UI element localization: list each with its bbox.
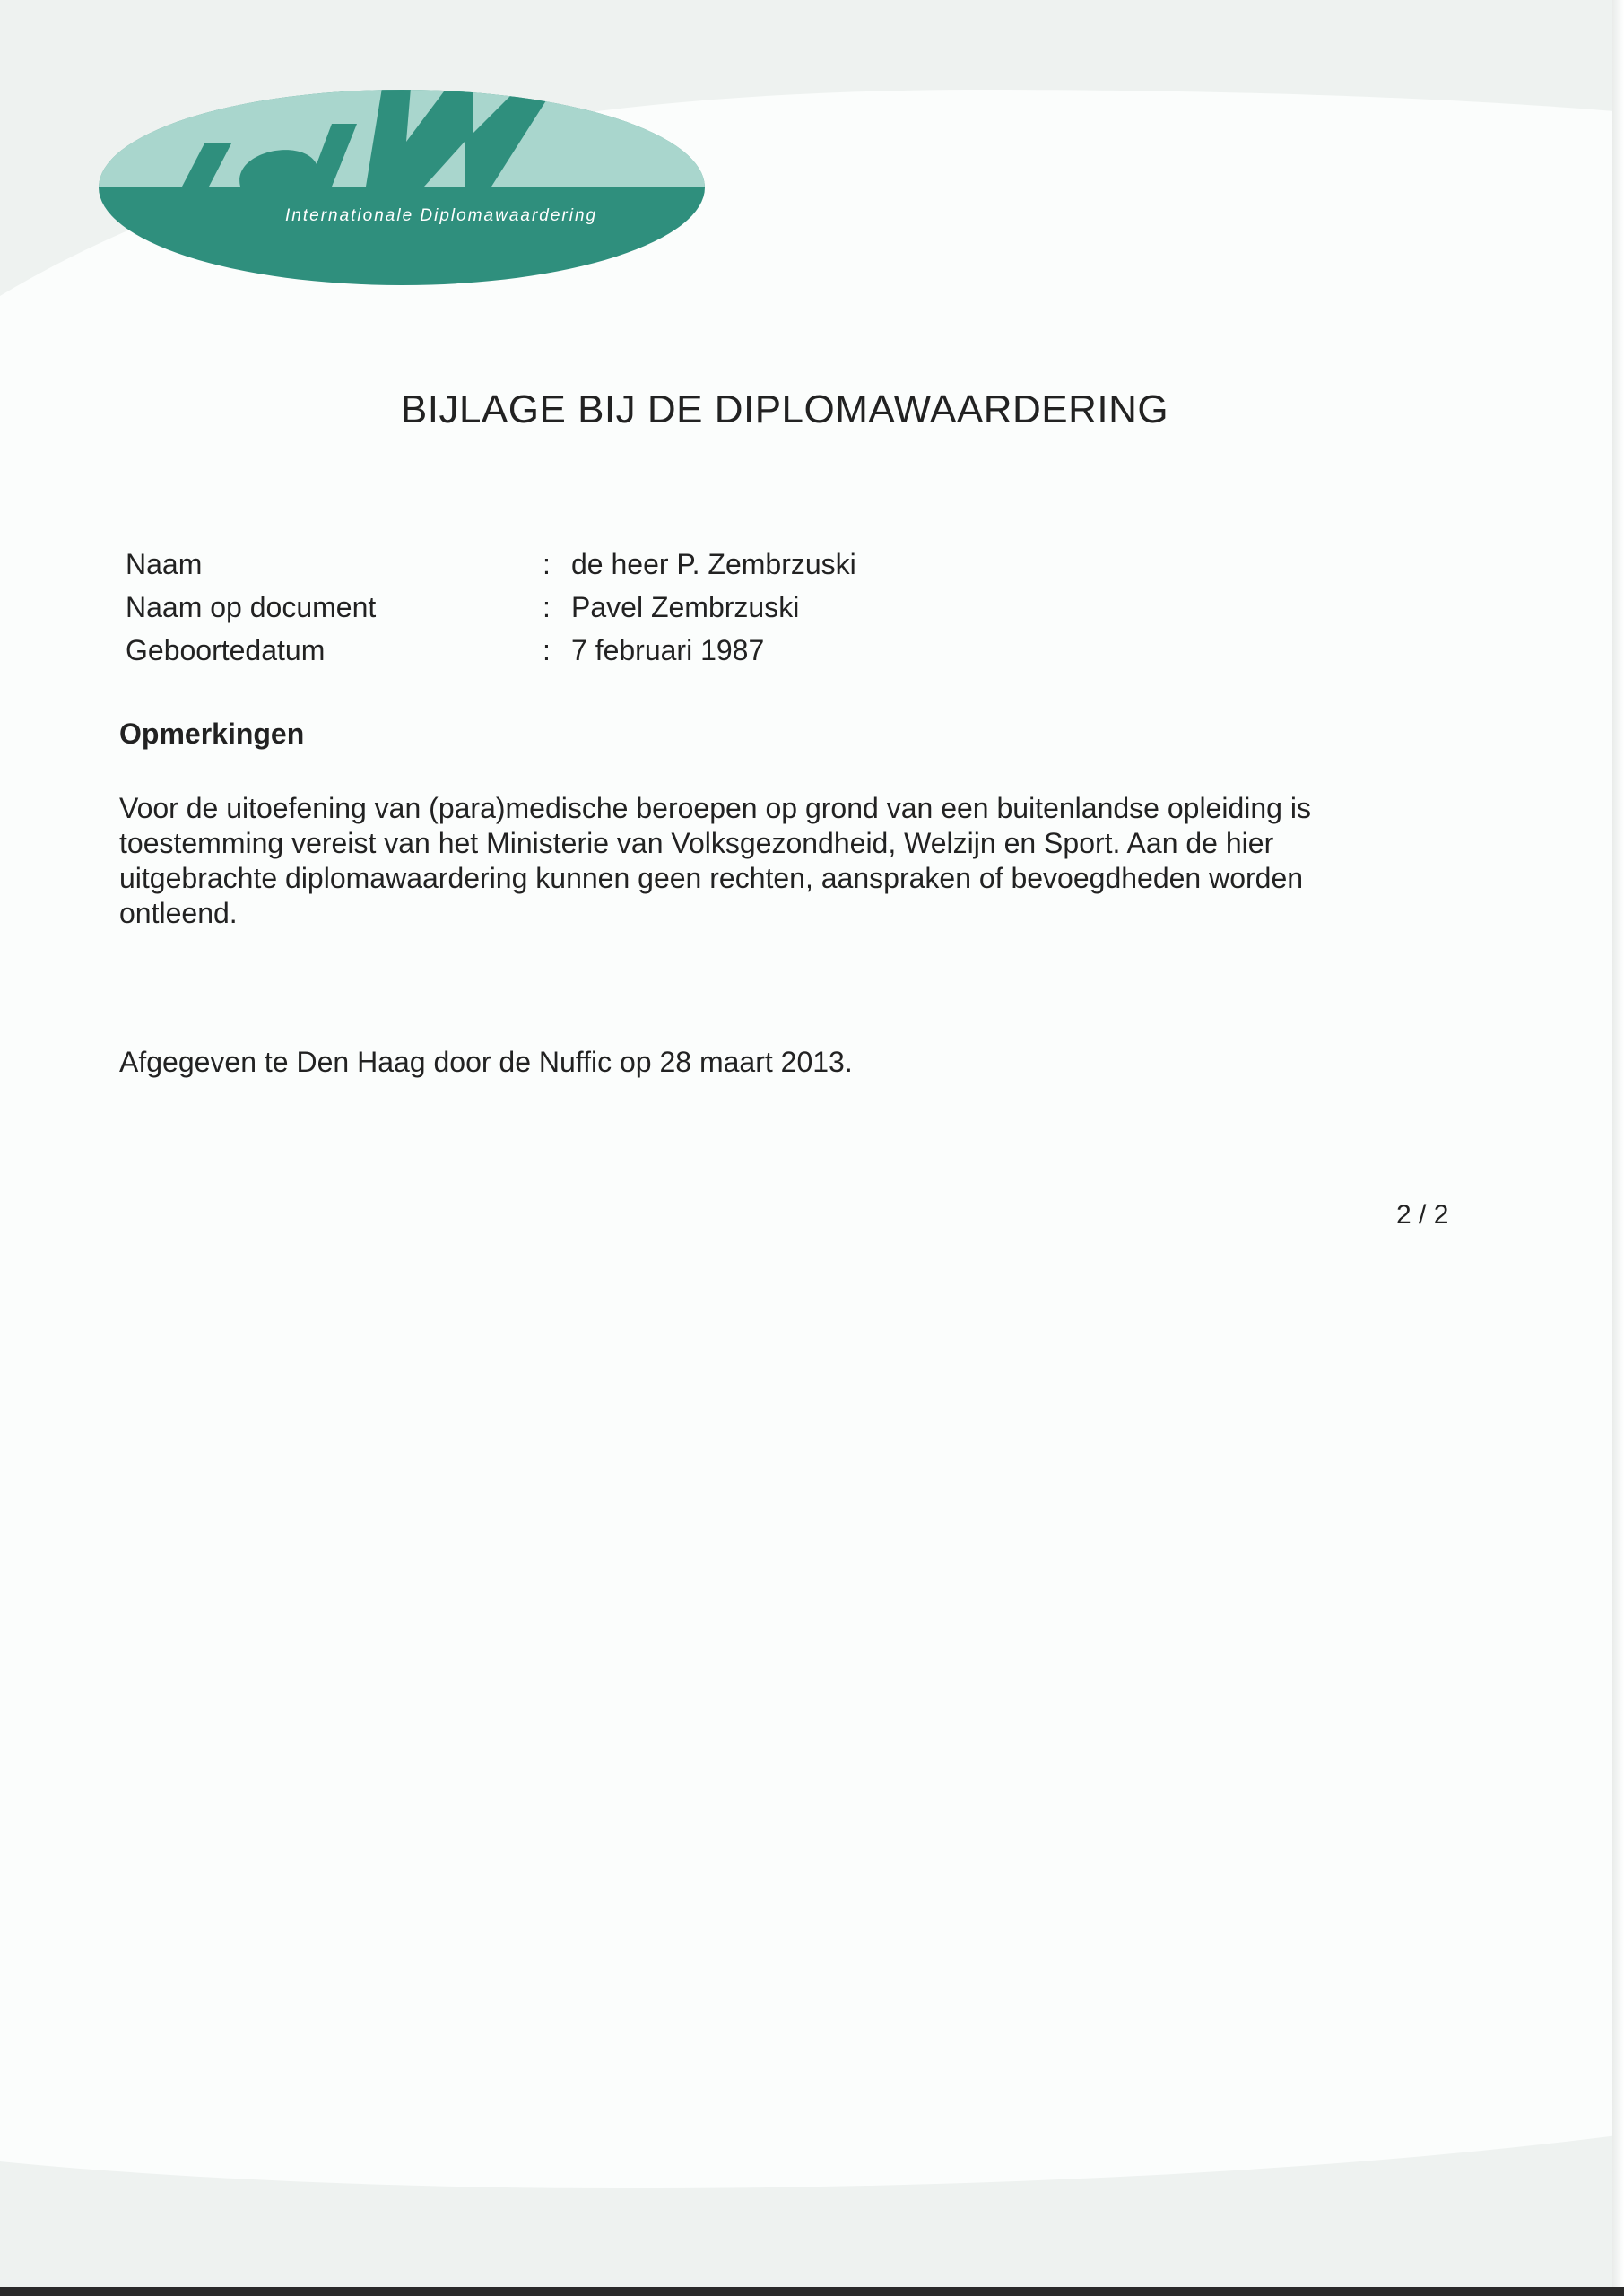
field-value: de heer P. Zembrzuski bbox=[571, 548, 856, 580]
page-number: 2 / 2 bbox=[1396, 1200, 1449, 1230]
field-label: Naam op document bbox=[126, 591, 377, 623]
personal-details bbox=[126, 543, 856, 672]
field-label: Naam bbox=[126, 548, 203, 580]
field-separator: : bbox=[543, 591, 551, 623]
issued-statement: Afgegeven te Den Haag door de Nuffic op 28 maart 2013. bbox=[119, 1046, 853, 1078]
remarks-heading: Opmerkingen bbox=[119, 718, 305, 750]
field-row-document-name bbox=[126, 586, 856, 629]
field-value: Pavel Zembrzuski bbox=[571, 591, 800, 623]
field-label: Geboortedatum bbox=[126, 634, 326, 666]
idw-logo-graphic bbox=[97, 88, 707, 287]
logo-tagline: Internationale Diplomawaardering bbox=[285, 206, 598, 225]
remarks-body: Voor de uitoefening van (para)medische beroepen op grond van een buitenlandse opleiding is toestemming vereist van het Ministerie van Volksgezondheid, Welzijn en Sport. Aan de hier uitgebrachte diplomawaardering kunnen geen rechten, aanspraken of bevoegdheden worden ontleend. bbox=[119, 792, 1311, 929]
scan-edge bbox=[1612, 0, 1624, 2296]
field-separator: : bbox=[543, 548, 551, 580]
field-row-name bbox=[126, 543, 856, 586]
field-row-birthdate bbox=[126, 629, 856, 672]
field-value: 7 februari 1987 bbox=[571, 634, 765, 666]
document-title: BIJLAGE BIJ DE DIPLOMAWAARDERING bbox=[400, 387, 1169, 431]
scan-edge bbox=[0, 2287, 1624, 2296]
idw-logo bbox=[97, 88, 707, 287]
field-separator: : bbox=[543, 634, 551, 666]
